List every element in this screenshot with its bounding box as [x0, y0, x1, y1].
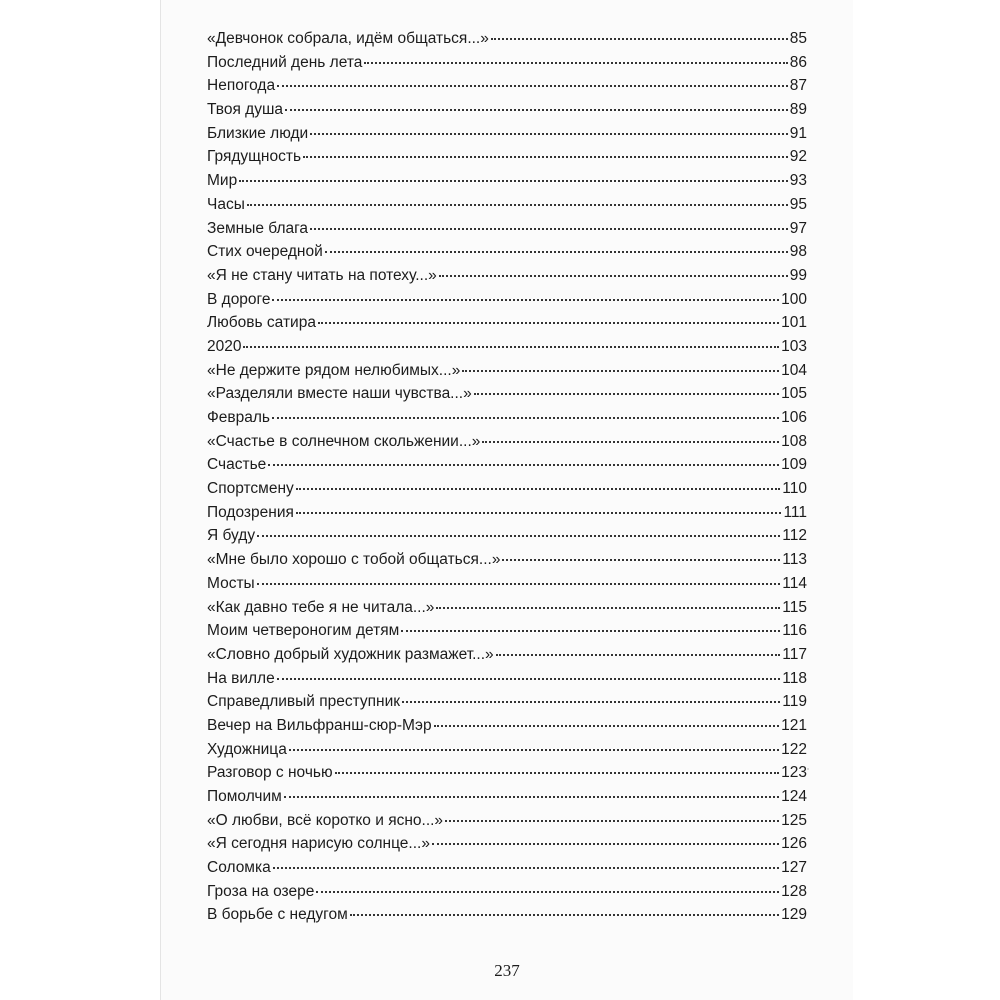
- toc-entry-page: 122: [781, 740, 807, 758]
- toc-entry-title: Февраль: [207, 409, 270, 426]
- toc-entry-title: «Мне было хорошо с тобой общаться...»: [207, 551, 501, 569]
- toc-entry: [207, 196, 807, 220]
- toc-entry-page: 105: [781, 385, 807, 403]
- toc-entry-page: 103: [781, 337, 807, 355]
- toc-entry-title: «Я не стану читать на потеху...»: [207, 266, 437, 284]
- toc-entry-title: Моим четвероногим детям: [207, 622, 400, 640]
- dot-leader: [247, 204, 788, 206]
- dot-leader: [445, 820, 779, 822]
- toc-entry: [207, 622, 807, 646]
- dot-leader: [277, 678, 781, 680]
- toc-entry: [207, 527, 807, 551]
- dot-leader: [462, 370, 779, 372]
- toc-entry-page: 112: [782, 527, 807, 545]
- toc-entry: [207, 148, 807, 172]
- toc-entry-page: 108: [781, 432, 807, 450]
- toc-entry-title: «Я сегодня нарисую солнце...»: [207, 835, 430, 853]
- toc-entry: [207, 788, 807, 812]
- toc-entry-title: В дороге: [207, 290, 271, 308]
- toc-entry-title: Мир: [207, 172, 238, 190]
- toc-entry-title: Спортсмену: [207, 480, 294, 498]
- toc-entry-page: 128: [781, 882, 807, 900]
- toc-entry: [207, 693, 807, 717]
- toc-entry-title: «Разделяли вместе наши чувства...»: [207, 385, 472, 403]
- toc-entry-title: Помолчим: [207, 788, 282, 805]
- dot-leader: [310, 133, 788, 135]
- paper-speck: [807, 768, 809, 770]
- toc-entry-page: 89: [789, 101, 807, 119]
- toc-entry: [207, 670, 807, 694]
- toc-entry-title: Гроза на озере: [207, 882, 315, 900]
- toc-entry-title: «О любви, всё коротко и ясно...»: [207, 811, 444, 829]
- toc-entry-page: 116: [782, 622, 807, 640]
- dot-leader: [272, 417, 779, 419]
- dot-leader: [272, 299, 779, 301]
- toc-entry-page: 91: [789, 124, 807, 142]
- dot-leader: [257, 583, 781, 585]
- dot-leader: [268, 464, 779, 466]
- toc-entry: [207, 54, 807, 78]
- dot-leader: [436, 607, 780, 609]
- dot-leader: [402, 701, 780, 703]
- toc-entry-page: 125: [781, 811, 807, 829]
- toc-entry: [207, 220, 807, 244]
- toc-entry: [207, 314, 807, 338]
- dot-leader: [316, 891, 779, 893]
- toc-entry-title: Любовь сатира: [207, 314, 316, 332]
- toc-entry-title: 2020: [207, 337, 242, 355]
- toc-entry: [207, 575, 807, 599]
- toc-entry-title: «Счастье в солнечном скольжении...»: [207, 432, 481, 450]
- toc-entry-title: «Девчонок собрала, идём общаться...»: [207, 30, 489, 47]
- toc-entry-title: Справедливый преступник: [207, 693, 401, 711]
- toc-entry-page: 129: [781, 906, 807, 924]
- toc-entry: [207, 812, 807, 836]
- toc-entry-title: Мосты: [207, 574, 255, 592]
- toc-entry: [207, 456, 807, 480]
- toc-entry-page: 115: [782, 598, 807, 616]
- toc-entry-title: В борьбе с недугом: [207, 906, 348, 924]
- dot-leader: [296, 488, 781, 490]
- toc-entry-page: 117: [782, 645, 807, 663]
- toc-entry: [207, 101, 807, 125]
- toc-entry: [207, 409, 807, 433]
- toc-entry-page: 99: [789, 266, 807, 284]
- dot-leader: [273, 867, 779, 869]
- toc-entry-page: 119: [782, 693, 807, 711]
- toc-entry: [207, 433, 807, 457]
- dot-leader: [482, 441, 779, 443]
- toc-entry: [207, 385, 807, 409]
- toc-entry: [207, 267, 807, 291]
- toc-entry: [207, 717, 807, 741]
- toc-entry-title: «Как давно тебе я не читала...»: [207, 598, 435, 616]
- toc-entry-page: 113: [782, 551, 807, 569]
- toc-entry-title: «Словно добрый художник размажет...»: [207, 645, 494, 663]
- dot-leader: [303, 156, 788, 158]
- dot-leader: [439, 275, 788, 277]
- toc-entry-title: Грядущность: [207, 148, 302, 166]
- toc-entry-title: Вечер на Вильфранш-сюр-Мэр: [207, 716, 432, 734]
- toc-entry-title: Стих очередной: [207, 243, 323, 261]
- dot-leader: [277, 85, 788, 87]
- toc-entry: [207, 243, 807, 267]
- toc-entry: [207, 906, 807, 930]
- toc-entry-title: Подозрения: [207, 503, 294, 521]
- dot-leader: [257, 535, 780, 537]
- toc-entry-title: Близкие люди: [207, 124, 309, 142]
- toc-entry-page: 98: [789, 243, 807, 261]
- toc-entry-page: 104: [781, 361, 807, 379]
- toc-entry-page: 118: [782, 669, 807, 687]
- toc-entry: [207, 291, 807, 315]
- dot-leader: [243, 346, 779, 348]
- dot-leader: [432, 843, 779, 845]
- toc-entry-title: Соломка: [207, 859, 271, 877]
- dot-leader: [296, 512, 782, 514]
- toc-entry: [207, 125, 807, 149]
- toc-entry: [207, 883, 807, 907]
- toc-entry: [207, 30, 807, 54]
- toc-entry: [207, 551, 807, 575]
- toc-entry-page: 86: [789, 53, 807, 71]
- toc-entry: [207, 646, 807, 670]
- toc-entry-page: 124: [781, 788, 807, 805]
- dot-leader: [289, 749, 779, 751]
- toc-entry: [207, 172, 807, 196]
- toc-entry-page: 87: [789, 77, 807, 95]
- toc-entry-title: Непогода: [207, 77, 276, 95]
- toc-entry-title: Последний день лета: [207, 53, 363, 71]
- toc-entry-title: Разговор с ночью: [207, 764, 333, 782]
- toc-entry-page: 106: [781, 409, 807, 426]
- toc-entry-page: 101: [781, 314, 807, 332]
- toc-entry-page: 109: [781, 456, 807, 474]
- toc-entry-title: Земные блага: [207, 219, 309, 237]
- toc-entry-title: Часы: [207, 195, 245, 213]
- toc-entry-page: 114: [782, 574, 807, 592]
- dot-leader: [496, 654, 781, 656]
- toc-entry-page: 121: [781, 716, 807, 734]
- toc-entry-page: 127: [781, 859, 807, 877]
- dot-leader: [284, 796, 779, 798]
- toc-entry-title: Художница: [207, 740, 287, 758]
- dot-leader: [401, 630, 780, 632]
- dot-leader: [350, 914, 779, 916]
- toc-entry: [207, 835, 807, 859]
- toc-entry-page: 97: [789, 219, 807, 237]
- dot-leader: [318, 322, 779, 324]
- toc-entry-title: «Не держите рядом нелюбимых...»: [207, 361, 461, 379]
- dot-leader: [491, 38, 788, 40]
- toc-entry: [207, 859, 807, 883]
- toc-entry-page: 100: [781, 290, 807, 308]
- toc-entry: [207, 741, 807, 765]
- toc-entry-title: Я буду: [207, 527, 256, 545]
- dot-leader: [285, 109, 788, 111]
- dot-leader: [364, 62, 787, 64]
- toc-entry: [207, 504, 807, 528]
- dot-leader: [335, 772, 780, 774]
- dot-leader: [434, 725, 780, 727]
- toc-entry-page: 85: [789, 30, 807, 47]
- toc-entry-title: На вилле: [207, 669, 275, 687]
- toc-entry-page: 93: [789, 172, 807, 190]
- toc-entry-title: Счастье: [207, 456, 267, 474]
- toc-entry: [207, 338, 807, 362]
- toc-entry: [207, 480, 807, 504]
- dot-leader: [502, 559, 780, 561]
- toc-entry-page: 110: [782, 480, 807, 498]
- dot-leader: [239, 180, 788, 182]
- page-number: 237: [494, 961, 520, 980]
- toc-entry: [207, 764, 807, 788]
- dot-leader: [474, 393, 779, 395]
- toc-entry-page: 95: [789, 195, 807, 213]
- toc-entry-page: 123: [781, 764, 807, 782]
- toc-entry-title: Твоя душа: [207, 101, 284, 119]
- table-of-contents: [207, 30, 807, 930]
- toc-entry: [207, 599, 807, 623]
- toc-entry-page: 111: [783, 503, 807, 521]
- toc-entry: [207, 362, 807, 386]
- toc-entry: [207, 77, 807, 101]
- toc-entry-page: 92: [789, 148, 807, 166]
- toc-entry-page: 126: [781, 835, 807, 853]
- dot-leader: [310, 228, 788, 230]
- dot-leader: [325, 251, 788, 253]
- book-page: [160, 0, 853, 1000]
